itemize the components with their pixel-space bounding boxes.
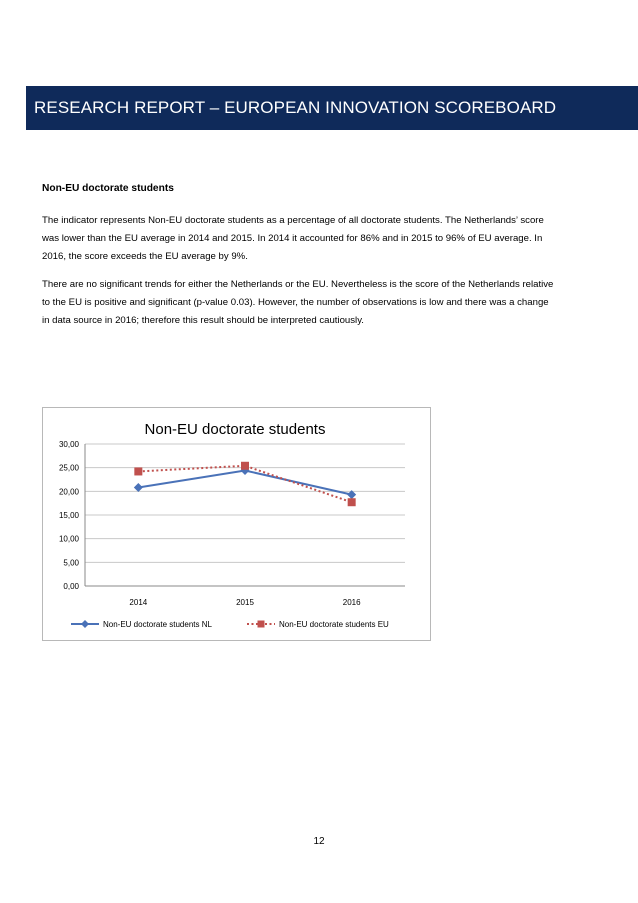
y-tick-label: 0,00 — [63, 582, 79, 591]
legend-label: Non-EU doctorate students EU — [279, 620, 389, 629]
legend-marker — [258, 621, 265, 628]
y-tick-label: 5,00 — [63, 558, 79, 568]
paragraph-trends: There are no significant trends for either the Netherlands or the EU. Nevertheless is the score of the Netherlands relative to the EU is positive and significant (p-value 0.03). However, the number of observations is low and there was a change in data source in 2016; therefore this result should be interpreted cautiously. — [42, 279, 554, 326]
x-tick-label: 2015 — [236, 598, 254, 607]
data-point-eu — [348, 498, 356, 506]
legend-marker — [81, 620, 89, 628]
y-tick-label: 30,00 — [58, 440, 79, 449]
data-point-eu — [241, 462, 249, 470]
y-tick-label: 25,00 — [58, 463, 79, 473]
section-title: Non-EU doctorate students — [42, 183, 174, 194]
chart-svg — [43, 408, 430, 640]
data-point-eu — [134, 467, 142, 475]
chart-title: Non-EU doctorate students — [144, 421, 326, 438]
page-number: 12 — [313, 836, 325, 847]
banner-title: RESEARCH REPORT – EUROPEAN INNOVATION SCOREBOARD — [34, 98, 557, 117]
paragraph-indicator: The indicator represents Non-EU doctorate students as a percentage of all doctorate students. The Netherlands’ score was lower than the EU average in 2014 and 2015. In 2014 it accounted for 86% and in 2015 to 96% of EU average. In 2016, the score exceeds the EU average by 9%. — [42, 215, 544, 262]
y-tick-label: 20,00 — [58, 487, 79, 497]
x-tick-label: 2014 — [129, 598, 148, 607]
legend-label: Non-EU doctorate students NL — [103, 620, 212, 629]
line-chart — [42, 407, 431, 641]
y-tick-label: 10,00 — [58, 534, 79, 544]
x-tick-label: 2016 — [342, 598, 361, 607]
data-point-nl — [134, 483, 143, 492]
report-banner — [26, 86, 638, 130]
y-tick-label: 15,00 — [58, 511, 79, 520]
